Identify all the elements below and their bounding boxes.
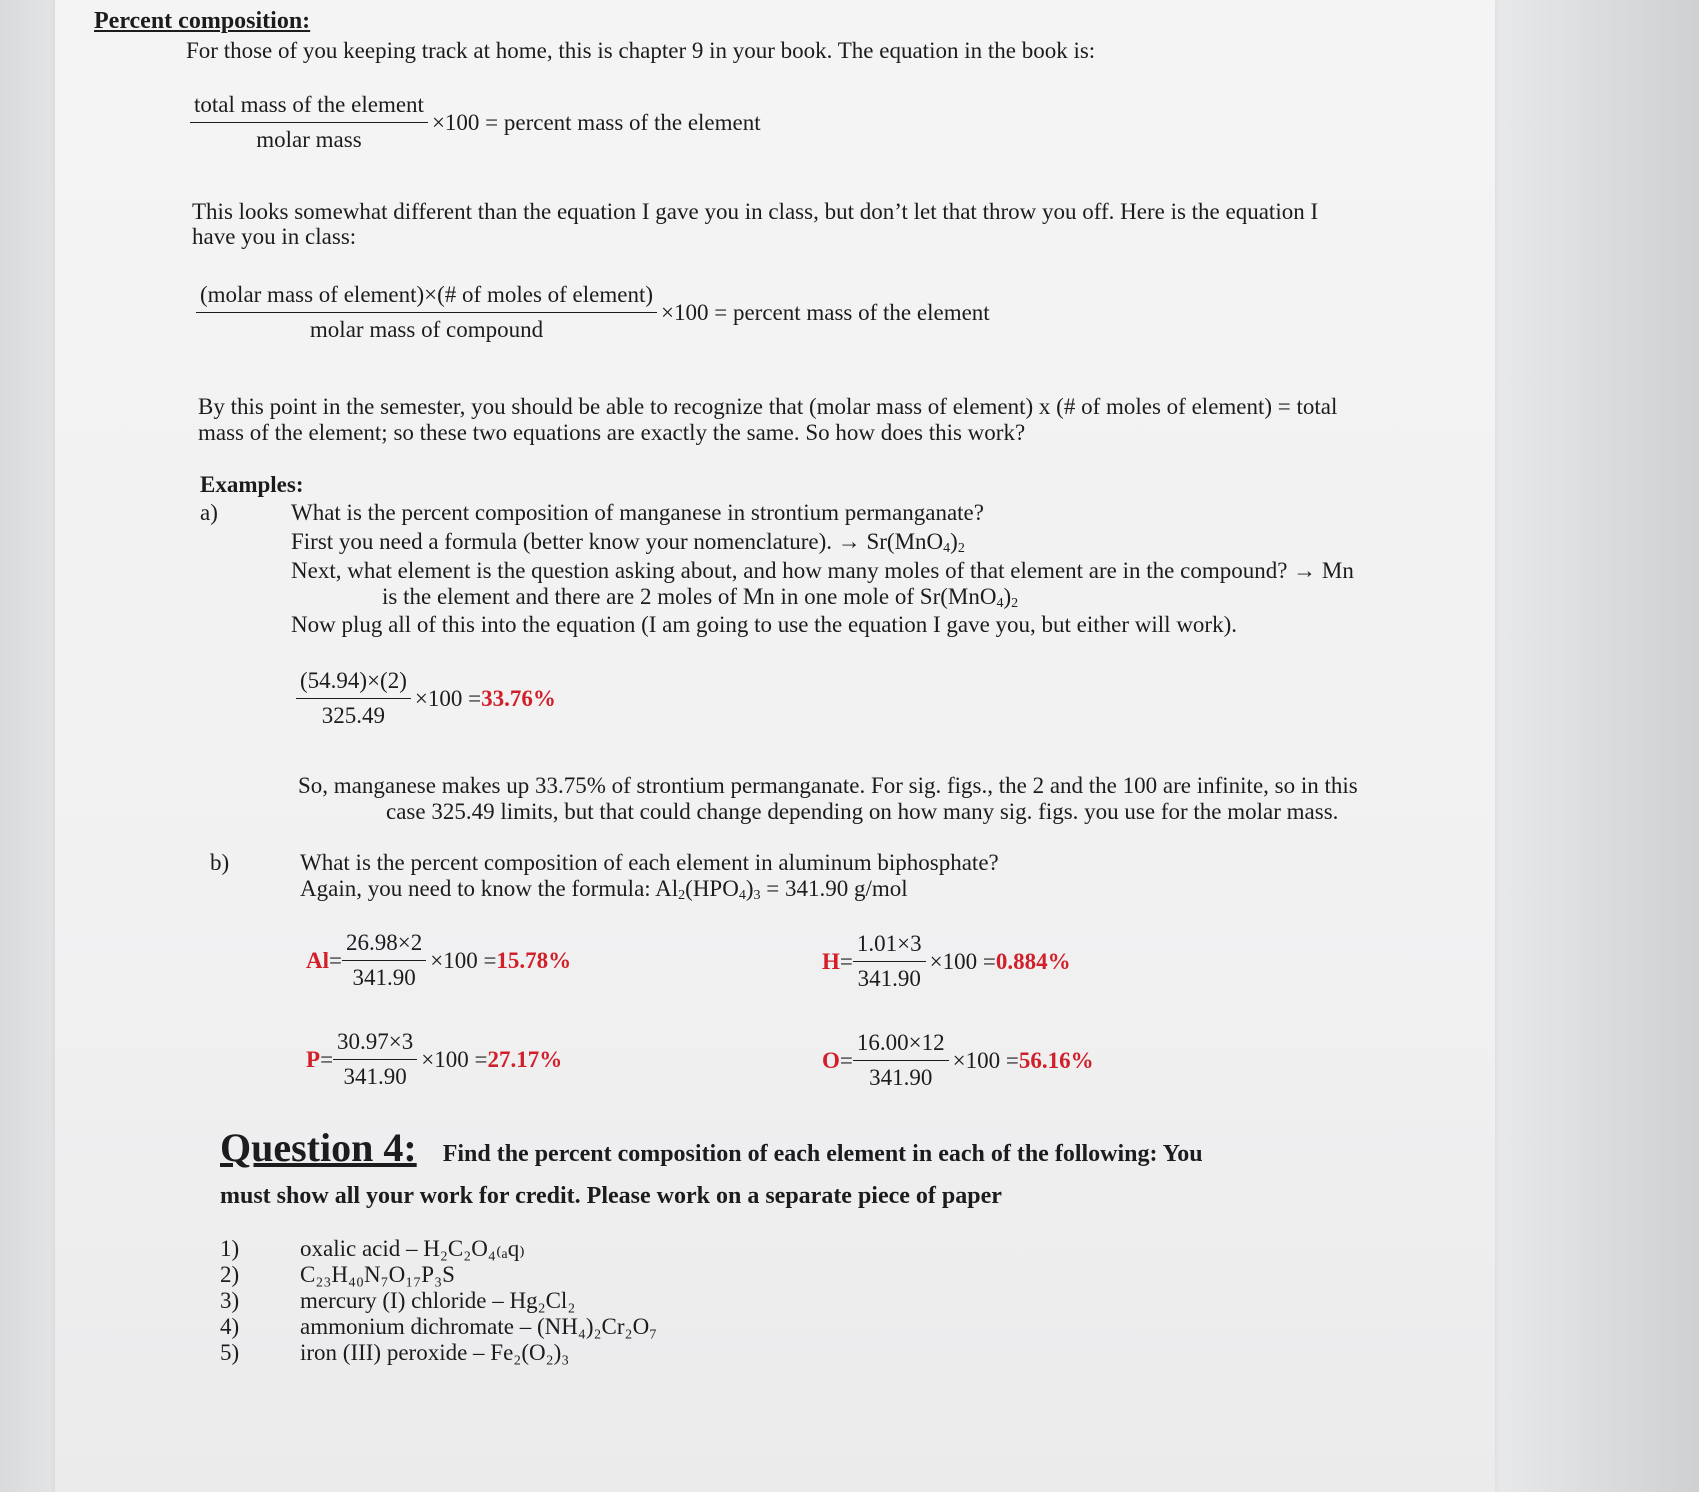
fraction-denominator: molar mass (256, 127, 362, 152)
subscript: 2 (957, 541, 965, 556)
subscript: 4 (738, 888, 746, 903)
fraction-denominator: 341.90 (343, 1064, 407, 1089)
formula-text: (HPO (685, 876, 739, 901)
step-2-text: is the element and there are 2 moles of Mn in one mole of Sr(MnO (382, 584, 997, 609)
equals-sign: = (839, 1047, 853, 1073)
question-4-header (220, 1124, 1203, 1171)
item-number: 4) (220, 1314, 240, 1339)
example-a-conclusion-2: case 325.49 limits, but that could change depending on how many sig. figs. you use for the molar mass. (386, 799, 1339, 824)
element-symbol: P (306, 1046, 321, 1072)
equals-sign: = (839, 948, 853, 974)
oxygen-fraction (853, 1030, 949, 1091)
item-number: 2) (220, 1262, 240, 1287)
example-a-question: What is the percent composition of manganese in strontium permanganate? (291, 500, 984, 525)
class-equation (196, 282, 990, 343)
formula-text: Again, you need to know the formula: Al (300, 876, 679, 901)
example-a-label: a) (200, 500, 218, 525)
example-a-step-3: Now plug all of this into the equation (I am going to use the equation I gave you, but either will work). (291, 612, 1237, 637)
paragraph-3-line-1: By this point in the semester, you should be able to recognize that (molar mass of element) x (# of moles of element) = total (198, 394, 1338, 419)
equation-rest: ×100 = (421, 1046, 488, 1072)
phosphorus-fraction (333, 1029, 417, 1090)
item-text: oxalic acid – H₂C₂O₄₍ₐq₎ (300, 1236, 525, 1261)
subscript: 3 (753, 888, 761, 903)
fraction-denominator: molar mass of compound (309, 317, 544, 342)
phosphorus-equation (306, 1029, 562, 1090)
step-1-text: First you need a formula (better know your nomenclature). → Sr(MnO (291, 529, 944, 554)
item-number: 1) (220, 1236, 240, 1261)
list-item (220, 1236, 657, 1262)
item-text: ammonium dichromate – (NH₄)₂Cr₂O₇ (300, 1314, 658, 1339)
element-symbol: Al (306, 947, 329, 973)
question-4-prompt-cont: must show all your work for credit. Please work on a separate piece of paper (220, 1183, 1002, 1209)
oxygen-equation (822, 1030, 1094, 1091)
example-a-step-2: Next, what element is the question asking about, and how many moles of that element are in the compound? → Mn (291, 558, 1354, 583)
example-a-fraction (296, 668, 411, 729)
paragraph-2-line-2: have you in class: (192, 224, 357, 249)
aluminum-fraction (342, 930, 426, 991)
fraction-denominator: 341.90 (352, 965, 416, 990)
hydrogen-equation (822, 931, 1071, 992)
fraction-numerator: 26.98×2 (342, 930, 426, 961)
subscript: 4 (996, 596, 1004, 611)
fraction-denominator: 341.90 (869, 1065, 933, 1090)
item-text: mercury (I) chloride – Hg₂Cl₂ (300, 1288, 576, 1313)
item-number: 5) (220, 1340, 240, 1365)
hydrogen-result: 0.884% (995, 948, 1071, 974)
section-heading: Percent composition: (94, 8, 311, 34)
formula-text: = 341.90 g/mol (760, 876, 908, 901)
item-text: iron (III) peroxide – Fe₂(O₂)₃ (300, 1340, 570, 1365)
question-4-title: Question 4: (220, 1125, 417, 1170)
element-symbol: O (822, 1047, 840, 1073)
item-text: C₂₃H₄₀N₇O₁₇P₃S (300, 1262, 455, 1287)
book-equation-fraction (190, 92, 428, 153)
question-4-list (220, 1236, 657, 1366)
example-a-step-2-cont: is the element and there are 2 moles of Mn in one mole of $Sr(MnO_4)_2$ (382, 584, 1019, 611)
equation-rest: ×100 = (430, 947, 497, 973)
fraction-numerator: total mass of the element (190, 92, 428, 123)
book-equation (190, 92, 761, 153)
equation-rest: ×100 = percent mass of the element (661, 299, 990, 325)
aluminum-equation (306, 930, 571, 991)
example-a-result: 33.76% (481, 685, 556, 711)
equals-sign: = (329, 947, 342, 973)
fraction-denominator: 341.90 (857, 966, 921, 991)
equation-rest: ×100 = (952, 1047, 1019, 1073)
subscript: 2 (678, 888, 686, 903)
list-item (220, 1288, 657, 1314)
intro-text: For those of you keeping track at home, this is chapter 9 in your book. The equation in the book is: (186, 38, 1096, 63)
question-4-prompt: Find the percent composition of each element in each of the following: You (442, 1141, 1203, 1167)
example-b-label: b) (210, 850, 230, 875)
paragraph-3-line-2: mass of the element; so these two equations are exactly the same. So how does this work? (198, 420, 1026, 445)
paragraph-2-line-1: This looks somewhat different than the equation I gave you in class, but don’t let that throw you off. Here is the equation I (192, 199, 1319, 224)
list-item (220, 1340, 657, 1366)
example-b-question: What is the percent composition of each element in aluminum biphosphate? (300, 850, 999, 875)
hydrogen-fraction (853, 931, 926, 992)
fraction-numerator: 16.00×12 (853, 1030, 949, 1061)
fraction-numerator: 30.97×3 (333, 1029, 417, 1060)
subscript: 4 (943, 541, 951, 556)
example-a-step-1: First you need a formula (better know your nomenclature). → $Sr(MnO_4)_2$ (291, 529, 965, 556)
class-equation-fraction (196, 282, 657, 343)
examples-label: Examples: (200, 472, 304, 497)
list-item (220, 1314, 657, 1340)
example-a-equation (296, 668, 556, 729)
fraction-numerator: (54.94)×(2) (296, 668, 411, 699)
equation-rest: ×100 = (414, 685, 482, 711)
subscript: 2 (1011, 596, 1019, 611)
fraction-numerator: 1.01×3 (853, 931, 926, 962)
equals-sign: = (320, 1046, 334, 1072)
aluminum-result: 15.78% (496, 947, 572, 973)
oxygen-result: 56.16% (1018, 1047, 1094, 1073)
example-b-formula (300, 876, 908, 902)
fraction-numerator: (molar mass of element)×(# of moles of element) (196, 282, 657, 313)
equation-rest: ×100 = (929, 948, 996, 974)
item-number: 3) (220, 1288, 240, 1313)
fraction-denominator: 325.49 (321, 703, 386, 728)
formula-text: ) (745, 876, 754, 901)
equation-rest: ×100 = percent mass of the element (431, 109, 761, 135)
list-item (220, 1262, 657, 1288)
phosphorus-result: 27.17% (487, 1046, 563, 1072)
example-a-conclusion-1: So, manganese makes up 33.75% of strontium permanganate. For sig. figs., the 2 and the 100 are infinite, so in this (298, 773, 1358, 798)
element-symbol: H (822, 948, 840, 974)
